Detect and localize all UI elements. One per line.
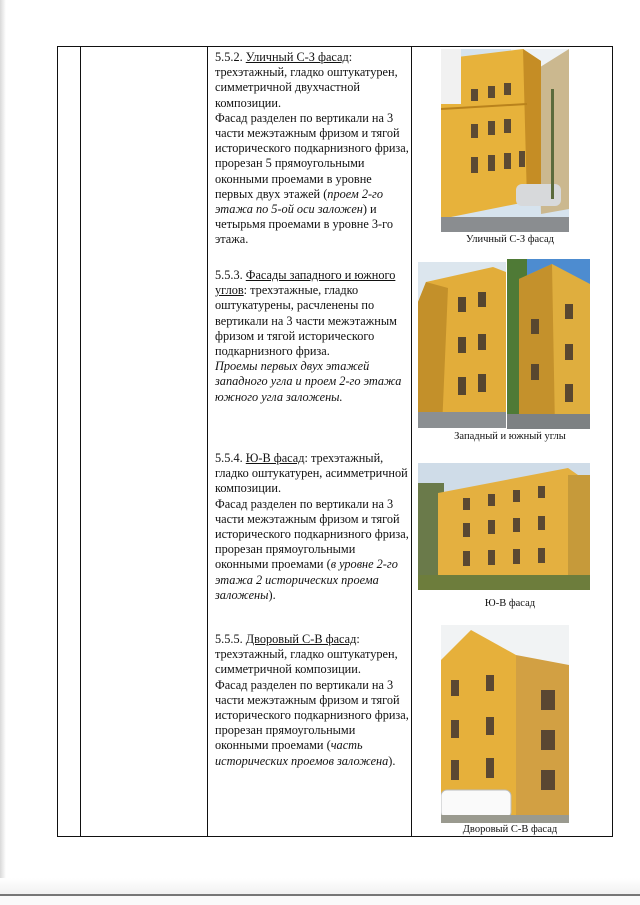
section-553-intro: : трехэтажные, гладко оштукатурены, расчленены по вертикали на 3 части межэтажным фризом и тягой исторического подкарнизного фриза. xyxy=(215,283,397,359)
table-bottom-border xyxy=(57,836,613,837)
photo-west-corner xyxy=(418,262,506,428)
section-555-body-italic: часть исторических проемов заложена xyxy=(215,738,389,768)
section-552-body-end: ) и четырьмя проемами в уровне 3-го этажа. xyxy=(215,202,393,247)
photo-caption-courtyard-ne: Дворовый С-В фасад xyxy=(462,824,558,835)
section-552-intro: трехэтажный, гладко оштукатурен, симметричной двухчастной композиции. xyxy=(215,65,398,110)
scan-bottom-shadow xyxy=(0,878,640,905)
section-554-body-end: ). xyxy=(268,587,276,602)
section-553-title: Фасады западного и южного углов xyxy=(215,268,396,298)
photo-se-facade xyxy=(418,463,590,590)
table-top-border xyxy=(57,46,613,47)
photo-caption-street-nw: Уличный С-З фасад xyxy=(466,234,554,245)
section-554-text: 5.5.4. Ю-В фасад: трехэтажный, гладко оштукатурен, асимметричной композиции. xyxy=(215,451,408,496)
section-552-body xyxy=(215,111,410,248)
section-555-title: Дворовый С-В фасад xyxy=(245,632,357,646)
photo-caption-west-south: Западный и южный углы xyxy=(454,431,566,442)
photo-south-corner xyxy=(507,259,590,429)
table-col-border-2 xyxy=(80,46,81,837)
section-553-text xyxy=(215,268,410,359)
section-552-body-start: Фасад разделен по вертикали на 3 части межэтажным фризом и тягой исторического подкарнизного фриза, прорезан 5 прямоугольными оконными проемами в уровне первых двух этажей ( xyxy=(215,110,409,201)
section-555-intro: трехэтажный, гладко оштукатурен, симметричной композиции. xyxy=(215,647,398,677)
section-555 xyxy=(215,632,410,769)
section-552-number: 5.5.2. xyxy=(215,50,243,64)
section-552 xyxy=(215,50,410,248)
section-553-body-italic: Проемы первых двух этажей западного угла и проем 2-го этажа южного угла заложены. xyxy=(215,359,402,404)
section-554-intro: трехэтажный, гладко оштукатурен, асимметричной композиции. xyxy=(215,451,408,496)
section-552-text: 5.5.2. Уличный С-З фасад: трехэтажный, гладко оштукатурен, симметричной двухчастной композиции. xyxy=(215,50,398,110)
section-552-title: Уличный С-З фасад xyxy=(245,50,349,64)
section-555-body xyxy=(215,678,410,769)
photo-street-nw-facade xyxy=(441,49,569,232)
table-col-border-5 xyxy=(612,46,613,837)
scan-edge-shadow xyxy=(0,0,6,905)
section-553-number: 5.5.3. xyxy=(215,268,243,282)
section-554-body-italic: в уровне 2-го этажа 2 исторических проема заложены xyxy=(215,557,398,602)
table-col-border-3 xyxy=(207,46,208,837)
table-col-border-4 xyxy=(411,46,412,837)
section-554-body xyxy=(215,497,410,603)
section-554-title: Ю-В фасад xyxy=(245,451,305,465)
section-555-text: 5.5.5. Дворовый С-В фасад: трехэтажный, гладко оштукатурен, симметричной композиции. xyxy=(215,632,398,677)
photo-caption-se: Ю-В фасад xyxy=(484,598,536,609)
section-553 xyxy=(215,268,410,405)
table-col-border-1 xyxy=(57,46,58,837)
section-555-body-start: Фасад разделен по вертикали на 3 части межэтажным фризом и тягой исторического подкарнизного фриза, прорезан прямоугольными оконными проемами ( xyxy=(215,677,409,753)
section-552-body-italic: проем 2-го этажа по 5-ой оси заложен xyxy=(215,186,384,217)
section-554 xyxy=(215,451,410,603)
photo-courtyard-ne-facade xyxy=(441,625,569,823)
section-555-number: 5.5.5. xyxy=(215,632,243,646)
section-554-number: 5.5.4. xyxy=(215,451,243,465)
section-555-body-end: ). xyxy=(388,753,396,768)
section-554-body-start: Фасад разделен по вертикали на 3 части межэтажным фризом и тягой исторического подкарнизного фриза, прорезан прямоугольными оконными проемами ( xyxy=(215,496,409,572)
